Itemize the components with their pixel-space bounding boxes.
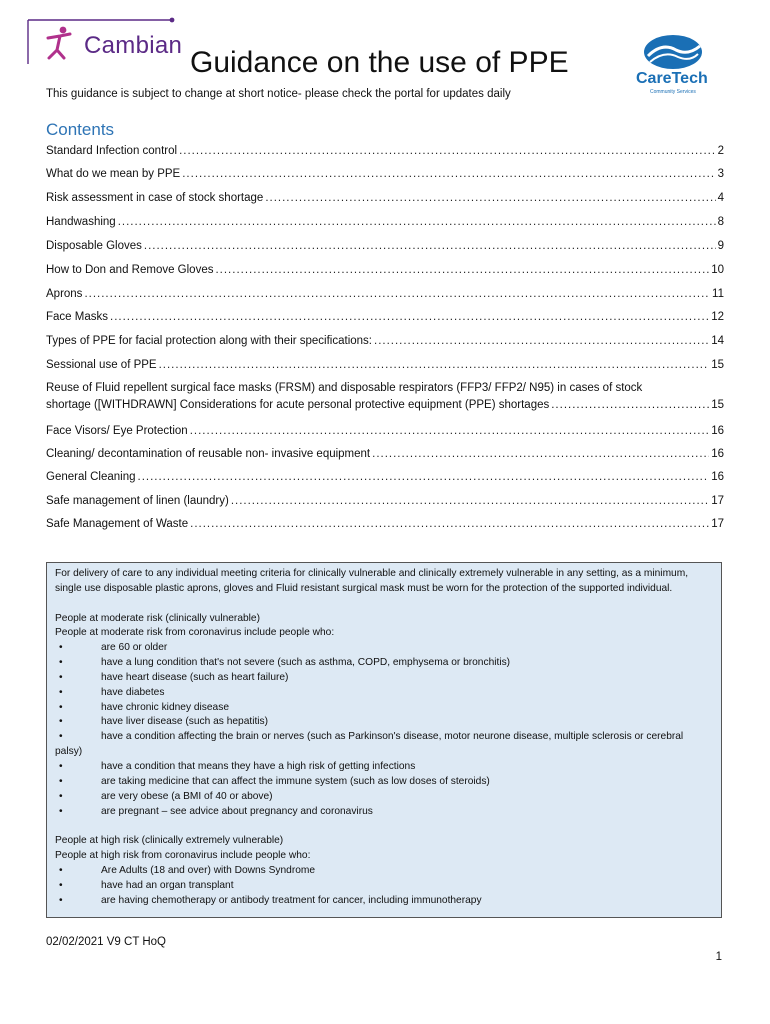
- toc-leader: [231, 493, 709, 510]
- moderate-risk-lead: People at moderate risk from coronavirus include people who:: [55, 627, 335, 639]
- toc-item-label: Face Masks: [46, 311, 108, 323]
- toc-leader: [138, 469, 710, 486]
- toc-item[interactable]: [46, 214, 724, 231]
- toc-item[interactable]: [46, 143, 724, 160]
- toc-item-label-line2: shortage ([WITHDRAWN] Considerations for acute personal protective equipment (PPE) shortages: [46, 399, 550, 411]
- list-item: • are taking medicine that can affect the immune system (such as low doses of steroids): [59, 775, 490, 787]
- list-item: • have heart disease (such as heart failure): [59, 671, 289, 683]
- high-risk-lead: People at high risk from coronavirus include people who:: [55, 850, 311, 862]
- toc-leader: [215, 262, 709, 279]
- toc-item[interactable]: [46, 238, 724, 255]
- toc-leader: [182, 166, 715, 183]
- toc-item[interactable]: [46, 516, 724, 533]
- toc-item[interactable]: [46, 493, 724, 510]
- toc-item[interactable]: [46, 446, 724, 463]
- info-intro: For delivery of care to any individual meeting criteria for clinically vulnerable and clinically extremely vulnerable in any setting, as a minimum, single use disposable plastic aprons, gloves and Fluid resistant surgical mask must be worn for the protection of the supported individual.: [55, 568, 689, 594]
- toc-leader: [110, 309, 709, 326]
- list-item: • have had an organ transplant: [59, 879, 234, 891]
- toc-item[interactable]: [46, 333, 724, 350]
- caretech-logo-subtext: Community Services: [650, 89, 696, 95]
- toc-leader: [144, 238, 716, 255]
- toc-item[interactable]: [46, 286, 724, 303]
- toc-item-page: 15: [711, 399, 724, 411]
- toc-item-label: Aprons: [46, 288, 83, 300]
- toc-leader: [374, 333, 709, 350]
- list-item: • are having chemotherapy or antibody treatment for cancer, including immunotherapy: [59, 894, 482, 906]
- list-item: • have a condition that means they have a high risk of getting infections: [59, 760, 416, 772]
- toc-leader: [265, 190, 715, 207]
- toc-item-label: How to Don and Remove Gloves: [46, 264, 214, 276]
- toc-item-page: 15: [711, 359, 724, 371]
- page-number: 1: [715, 951, 722, 963]
- toc-item-page: 9: [717, 240, 724, 252]
- toc-leader: [118, 214, 716, 231]
- document-title: Guidance on the use of PPE: [190, 46, 569, 79]
- toc-item[interactable]: [46, 380, 724, 414]
- moderate-risk-heading: People at moderate risk (clinically vulnerable): [55, 612, 260, 624]
- toc-leader: [551, 397, 709, 414]
- vulnerable-people-info-box: [46, 562, 722, 918]
- toc-item-page: 3: [717, 168, 724, 180]
- toc-item-label: Cleaning/ decontamination of reusable non- invasive equipment: [46, 448, 371, 460]
- toc-item-label: Types of PPE for facial protection along with their specifications:: [46, 335, 372, 347]
- toc-item-label: What do we mean by PPE: [46, 168, 181, 180]
- toc-leader: [190, 516, 709, 533]
- caretech-logo-mark: [642, 34, 704, 72]
- caretech-logo-text: CareTech: [636, 70, 708, 87]
- toc-item-label-line1: Reuse of Fluid repellent surgical face masks (FRSM) and disposable respirators (FFP3/ FFP2/ N95) in cases of stock: [46, 382, 643, 394]
- toc-item-page: 12: [711, 311, 724, 323]
- list-item: • have a condition affecting the brain or nerves (such as Parkinson's disease, motor neurone disease, multiple sclerosis or cerebral palsy): [55, 731, 684, 758]
- toc-item-label: Safe management of linen (laundry): [46, 495, 229, 507]
- footer-version: 02/02/2021 V9 CT HoQ: [46, 936, 166, 948]
- toc-item-page: 2: [717, 145, 724, 157]
- toc-item-label: General Cleaning: [46, 471, 136, 483]
- toc-leader: [190, 423, 710, 440]
- list-item: • are pregnant – see advice about pregnancy and coronavirus: [59, 805, 373, 817]
- toc-leader: [84, 286, 710, 303]
- toc-item[interactable]: [46, 357, 724, 374]
- list-item: • are very obese (a BMI of 40 or above): [59, 790, 273, 802]
- toc-item-label: Disposable Gloves: [46, 240, 142, 252]
- document-subtitle: This guidance is subject to change at short notice- please check the portal for updates daily: [46, 88, 511, 100]
- toc-item-label: Face Visors/ Eye Protection: [46, 425, 188, 437]
- list-item: • have chronic kidney disease: [59, 701, 229, 713]
- list-item: • have a lung condition that's not severe (such as asthma, COPD, emphysema or bronchitis): [59, 657, 511, 669]
- toc-item-page: 16: [711, 448, 724, 460]
- toc-item-label: Safe Management of Waste: [46, 518, 189, 530]
- toc-item[interactable]: [46, 190, 724, 207]
- list-item: • have liver disease (such as hepatitis): [59, 716, 269, 728]
- toc-item-page: 10: [711, 264, 724, 276]
- toc-item[interactable]: [46, 469, 724, 486]
- cambian-logo-text: Cambian: [84, 32, 183, 59]
- toc-item-page: 4: [717, 192, 724, 204]
- toc-item-page: 11: [712, 288, 724, 300]
- cambian-logo: [26, 16, 183, 70]
- toc-item[interactable]: [46, 166, 724, 183]
- list-item: • are 60 or older: [59, 642, 168, 654]
- toc-item-page: 17: [711, 495, 724, 507]
- high-risk-heading: People at high risk (clinically extremely vulnerable): [55, 835, 284, 847]
- toc-item[interactable]: [46, 423, 724, 440]
- toc-item[interactable]: [46, 262, 724, 279]
- list-item: • Are Adults (18 and over) with Downs Syndrome: [59, 864, 316, 876]
- toc-item-page: 14: [711, 335, 724, 347]
- toc-leader: [179, 143, 716, 160]
- toc-item[interactable]: [46, 309, 724, 326]
- toc-item-page: 16: [711, 471, 724, 483]
- toc-item-label: Standard Infection control: [46, 145, 178, 157]
- toc-item-label: Sessional use of PPE: [46, 359, 157, 371]
- list-item: • have diabetes: [59, 686, 165, 698]
- caretech-logo: [634, 34, 716, 100]
- contents-heading: Contents: [46, 120, 115, 139]
- toc-item-page: 17: [711, 518, 724, 530]
- toc-leader: [372, 446, 709, 463]
- toc-item-page: 16: [711, 425, 724, 437]
- toc-leader: [159, 357, 710, 374]
- toc-item-label: Handwashing: [46, 216, 116, 228]
- toc-item-label: Risk assessment in case of stock shortage: [46, 192, 264, 204]
- toc-item-page: 8: [717, 216, 724, 228]
